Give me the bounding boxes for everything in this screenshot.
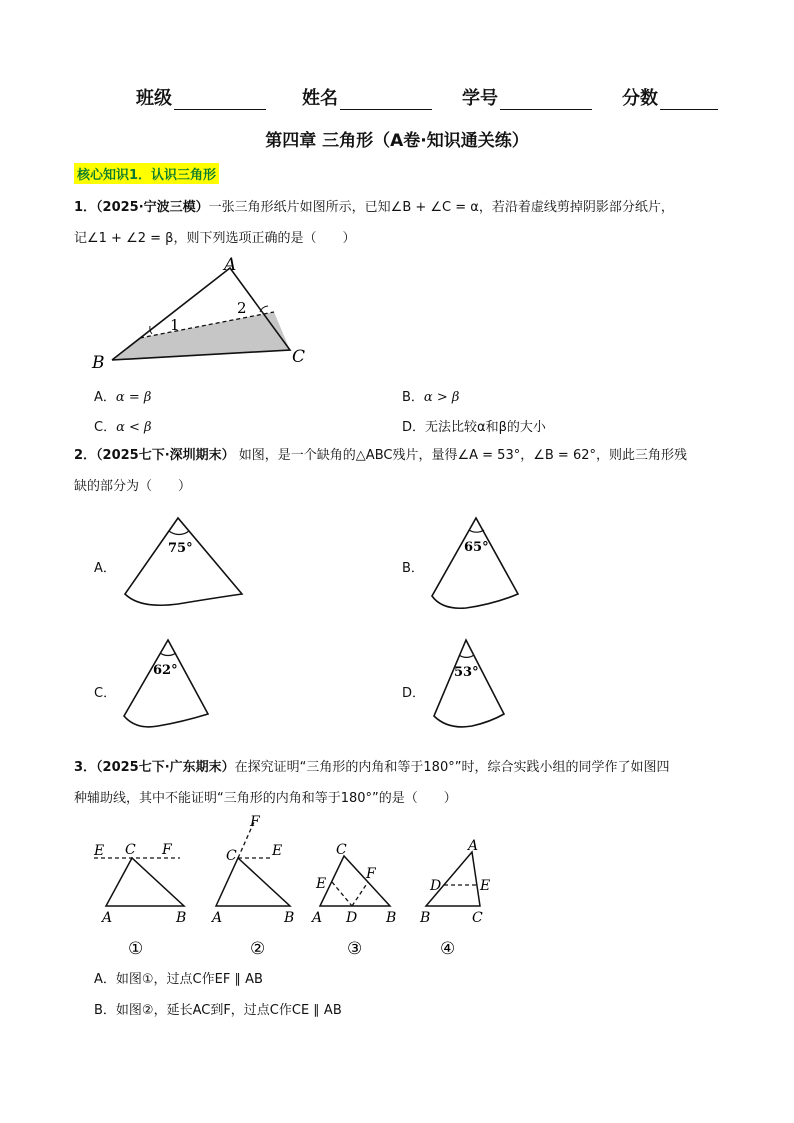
q3-figures [88,812,508,960]
q2-option-a[interactable]: A． [94,561,116,576]
q2-angle-c: 62° [153,663,178,678]
q1-option-a[interactable]: A．α = β [94,390,152,405]
svg-text:F: F [366,866,376,882]
svg-text:D: D [430,878,442,894]
svg-text:A: A [102,910,113,926]
q2-option-c[interactable]: C． [94,686,117,701]
svg-text:D: D [346,910,358,926]
svg-text:E: E [316,876,327,892]
q1-label-c: C [292,347,306,367]
q1-label-angle2: 2 [237,299,247,317]
q2-piece-d [424,634,514,734]
svg-text:E: E [94,843,105,859]
q1-label-a: A [224,255,237,275]
q1-option-d[interactable]: D．无法比较α和β的大小 [402,420,546,435]
q3-number: 3． [74,760,97,775]
q1-option-b[interactable]: B．α > β [402,390,460,405]
q3-option-b[interactable]: B．如图②，延长AC到F，过点C作CE ∥ AB [94,1003,342,1018]
q3-figure-4-number: ④ [440,939,456,959]
svg-text:A: A [212,910,223,926]
q3-figure-2-number: ② [250,939,266,959]
q2-option-d[interactable]: D． [402,686,426,701]
q3-source: （2025七下·广东期末） [96,760,235,775]
page-title: 第四章 三角形（A卷·知识通关练） [265,131,529,151]
svg-text:C: C [125,842,136,858]
svg-text:A: A [312,910,323,926]
svg-text:B: B [386,910,397,926]
name-field[interactable] [302,84,432,110]
q3-figure-2 [210,814,294,959]
q3-text-line1: 在探究证明“三角形的内角和等于180°”时，综合实践小组的同学作了如图四 [234,760,670,775]
q1-triangle-figure [88,254,328,374]
q2-angle-a: 75° [168,541,193,556]
class-label: 班级 [136,88,172,109]
student-info-row [136,84,726,112]
q1-source: （2025·宁波三模） [96,200,209,215]
svg-text:C: C [226,848,237,864]
svg-text:C: C [472,910,483,926]
id-field[interactable] [462,84,592,110]
q2-text-line1: 如图，是一个缺角的△ABC残片，量得∠A = 53°，∠B = 62°，则此三角形残 [234,448,687,463]
q1-text-line1: 一张三角形纸片如图所示，已知∠B + ∠C = α，若沿着虚线剪掉阴影部分纸片， [208,200,674,215]
question-2 [74,440,724,502]
q3-figure-1-number: ① [128,939,144,959]
q2-option-b[interactable]: B． [402,561,424,576]
q1-option-c[interactable]: C．α < β [94,420,152,435]
q1-label-angle1: 1 [170,316,180,334]
svg-text:A: A [468,838,479,854]
question-1 [74,192,724,254]
q2-text-line2: 缺的部分为（ ） [74,479,192,494]
svg-text:E: E [272,843,283,859]
q3-figure-3 [310,842,396,959]
q2-piece-b [424,512,524,616]
q2-piece-a [118,512,250,612]
q2-piece-c [118,634,214,734]
q3-figure-3-number: ③ [347,939,363,959]
svg-text:B: B [420,910,431,926]
svg-text:B: B [284,910,295,926]
q1-number: 1． [74,200,97,215]
svg-text:B: B [176,910,187,926]
id-label: 学号 [462,88,498,109]
score-label: 分数 [622,88,658,109]
q2-number: 2． [74,448,97,463]
q3-figure-4 [419,838,490,959]
q2-angle-b: 65° [464,540,489,555]
q1-shaded-region [112,312,290,360]
q3-option-a[interactable]: A．如图①，过点C作EF ∥ AB [94,972,263,987]
svg-text:F: F [250,814,260,830]
svg-text:C: C [336,842,347,858]
section-heading: 核心知识1．认识三角形 [74,163,219,184]
class-field[interactable] [136,84,266,110]
score-field[interactable] [622,84,718,110]
q1-text-line2: 记∠1 + ∠2 = β，则下列选项正确的是（ ） [74,231,356,246]
q2-angle-d: 53° [454,665,479,680]
svg-text:E: E [480,878,491,894]
q3-figure-1 [93,842,186,959]
q2-source: （2025七下·深圳期末） [96,448,235,463]
q3-text-line2: 种辅助线，其中不能证明“三角形的内角和等于180°”的是（ ） [74,791,457,806]
question-3 [74,752,724,814]
q1-label-b: B [92,353,105,373]
name-label: 姓名 [302,88,338,109]
svg-text:F: F [162,842,172,858]
